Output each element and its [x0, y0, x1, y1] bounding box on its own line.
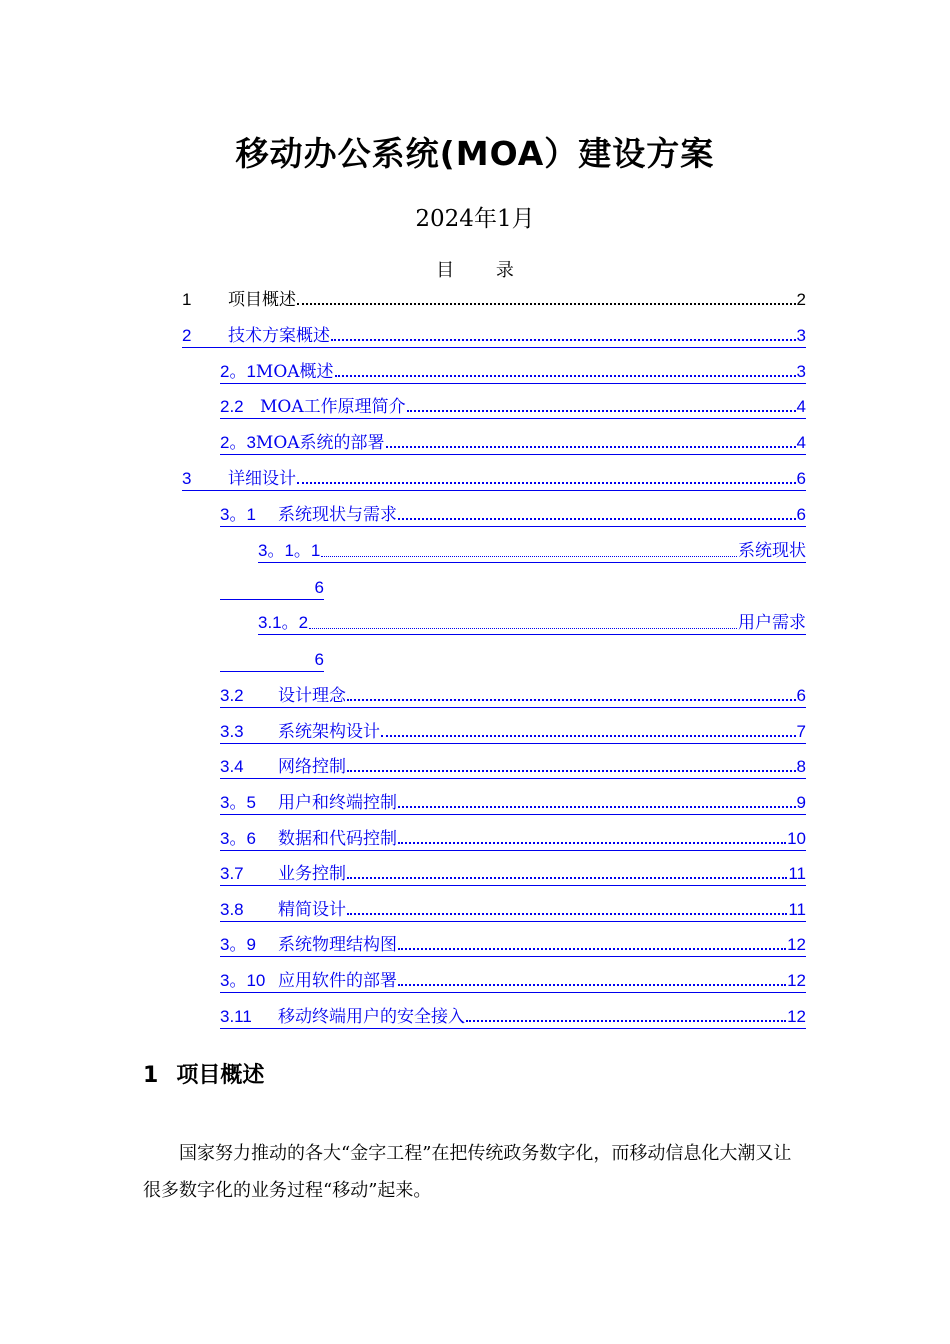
toc-entry-label: 设计理念: [278, 686, 346, 706]
toc-entry-page: 4: [796, 433, 806, 452]
toc-entry-number: 3。9: [220, 935, 256, 954]
toc-entry-number: 2: [182, 326, 192, 345]
toc-entry-label: MOA概述: [255, 362, 334, 382]
toc-entry-page: 9: [796, 793, 806, 812]
toc-entry[interactable]: [220, 432, 806, 455]
toc-entry-number: 3。5: [220, 793, 256, 812]
toc-entry-page: 12: [787, 971, 806, 990]
toc-entry-number: 3.1。2: [258, 613, 309, 632]
toc-entry[interactable]: [220, 685, 806, 708]
toc-entry[interactable]: [182, 468, 806, 491]
toc-entry-number: 3.11: [220, 1007, 252, 1026]
toc-entry-label: 系统架构设计: [278, 722, 380, 742]
toc-entry[interactable]: [258, 612, 806, 635]
toc-leader: [398, 984, 786, 986]
toc-entry-page: 12: [787, 1007, 806, 1026]
toc-entry-label: 业务控制: [278, 864, 346, 884]
section-heading: [143, 1058, 264, 1089]
section-number: 1: [143, 1063, 159, 1088]
toc-leader: [321, 556, 737, 557]
document-date: 2024年1月: [415, 206, 535, 232]
toc-leader: [335, 375, 796, 377]
toc-entry-number: 3。10: [220, 971, 266, 990]
toc-entry-page: 2: [796, 290, 806, 309]
toc-leader: [407, 410, 796, 412]
toc-entry-number: 2。1: [220, 362, 256, 381]
toc-entry[interactable]: [220, 396, 806, 419]
toc-entry-number: 2。3: [220, 433, 256, 452]
toc-entry[interactable]: [258, 540, 806, 563]
toc-entry[interactable]: [220, 863, 806, 886]
toc-entry[interactable]: [220, 828, 806, 851]
toc-entry-page: 11: [788, 900, 806, 919]
toc-entry-number: 3: [182, 469, 192, 488]
toc-entry-number: 3.8: [220, 900, 244, 919]
toc-entry-number: 3.3: [220, 722, 244, 741]
toc-entry-label: 用户和终端控制: [278, 793, 397, 813]
toc-entry-number: 3.4: [220, 757, 244, 776]
toc-entry-label: 项目概述: [228, 290, 296, 310]
toc-entry-page: 6: [796, 686, 806, 705]
toc-entry-label: 用户需求: [738, 613, 806, 633]
toc-entry-page: 8: [796, 757, 806, 776]
body-paragraph: 国家努力推动的各大“金字工程”在把传统政务数字化，而移动信息化大潮又让很多数字化的业务过程“移动”起来。: [143, 1143, 792, 1201]
toc-entry[interactable]: [220, 361, 806, 384]
toc-entry-page[interactable]: 6: [220, 649, 324, 672]
toc-leader: [466, 1020, 786, 1022]
toc-entry-page: 6: [796, 505, 806, 524]
toc-entry-label: 数据和代码控制: [278, 829, 397, 849]
toc-entry-page: 7: [796, 722, 806, 741]
toc-entry-label: 系统物理结构图: [278, 935, 397, 955]
toc-entry-label: 技术方案概述: [228, 326, 330, 346]
toc-entry-label: 移动终端用户的安全接入: [278, 1007, 465, 1027]
toc-entry[interactable]: [220, 899, 806, 922]
toc-entry[interactable]: [220, 721, 806, 744]
toc-leader: [381, 735, 796, 737]
toc-leader: [347, 877, 787, 879]
toc-entry-label: 网络控制: [278, 757, 346, 777]
toc-leader: [347, 913, 787, 915]
toc-entry[interactable]: [182, 325, 806, 348]
toc-entry-page: 6: [796, 469, 806, 488]
toc-entry-number: 3.7: [220, 864, 244, 883]
toc-entry-page: 3: [796, 362, 806, 381]
toc-entry[interactable]: [220, 970, 806, 993]
toc-heading: 目 录: [436, 260, 532, 281]
toc-entry-page: 11: [788, 864, 806, 883]
toc-leader: [347, 699, 796, 701]
toc-leader: [398, 518, 796, 520]
toc-entry[interactable]: [220, 756, 806, 779]
toc-entry-page: 12: [787, 935, 806, 954]
toc-entry[interactable]: [220, 792, 806, 815]
toc-leader: [297, 303, 796, 305]
toc-entry-page: 3: [796, 326, 806, 345]
toc-entry-number: 3。1。1: [258, 541, 321, 560]
toc-entry-label: 精简设计: [278, 900, 346, 920]
toc-entry-number: 1: [182, 290, 192, 309]
toc-entry[interactable]: [220, 504, 806, 527]
toc-entry-page[interactable]: 6: [220, 577, 324, 600]
toc-entry-page: 10: [787, 829, 806, 848]
toc-entry[interactable]: [182, 289, 806, 311]
document-title: 移动办公系统(MOA）建设方案: [235, 134, 715, 173]
toc-leader: [398, 948, 786, 950]
toc-leader: [386, 446, 796, 448]
toc-entry-number: 3.2: [220, 686, 244, 705]
toc-entry-number: 3。1: [220, 505, 256, 524]
toc-leader: [398, 806, 796, 808]
toc-leader: [398, 842, 786, 844]
toc-leader: [331, 339, 796, 341]
toc-leader: [297, 482, 796, 484]
toc-entry-label: MOA系统的部署: [255, 433, 385, 453]
toc-entry-number: 3。6: [220, 829, 256, 848]
toc-entry-label: MOA工作原理简介: [260, 397, 406, 417]
toc-entry-label: 系统现状: [738, 541, 806, 561]
toc-entry-page: 4: [796, 397, 806, 416]
toc-leader: [309, 628, 737, 629]
toc-leader: [347, 770, 796, 772]
toc-entry-label: 系统现状与需求: [278, 505, 397, 525]
toc-entry[interactable]: [220, 1006, 806, 1029]
toc-entry-number: 2.2: [220, 397, 244, 416]
toc-entry-label: 详细设计: [228, 469, 296, 489]
toc-entry[interactable]: [220, 934, 806, 957]
section-title: 项目概述: [176, 1063, 265, 1088]
toc-entry-label: 应用软件的部署: [278, 971, 397, 991]
